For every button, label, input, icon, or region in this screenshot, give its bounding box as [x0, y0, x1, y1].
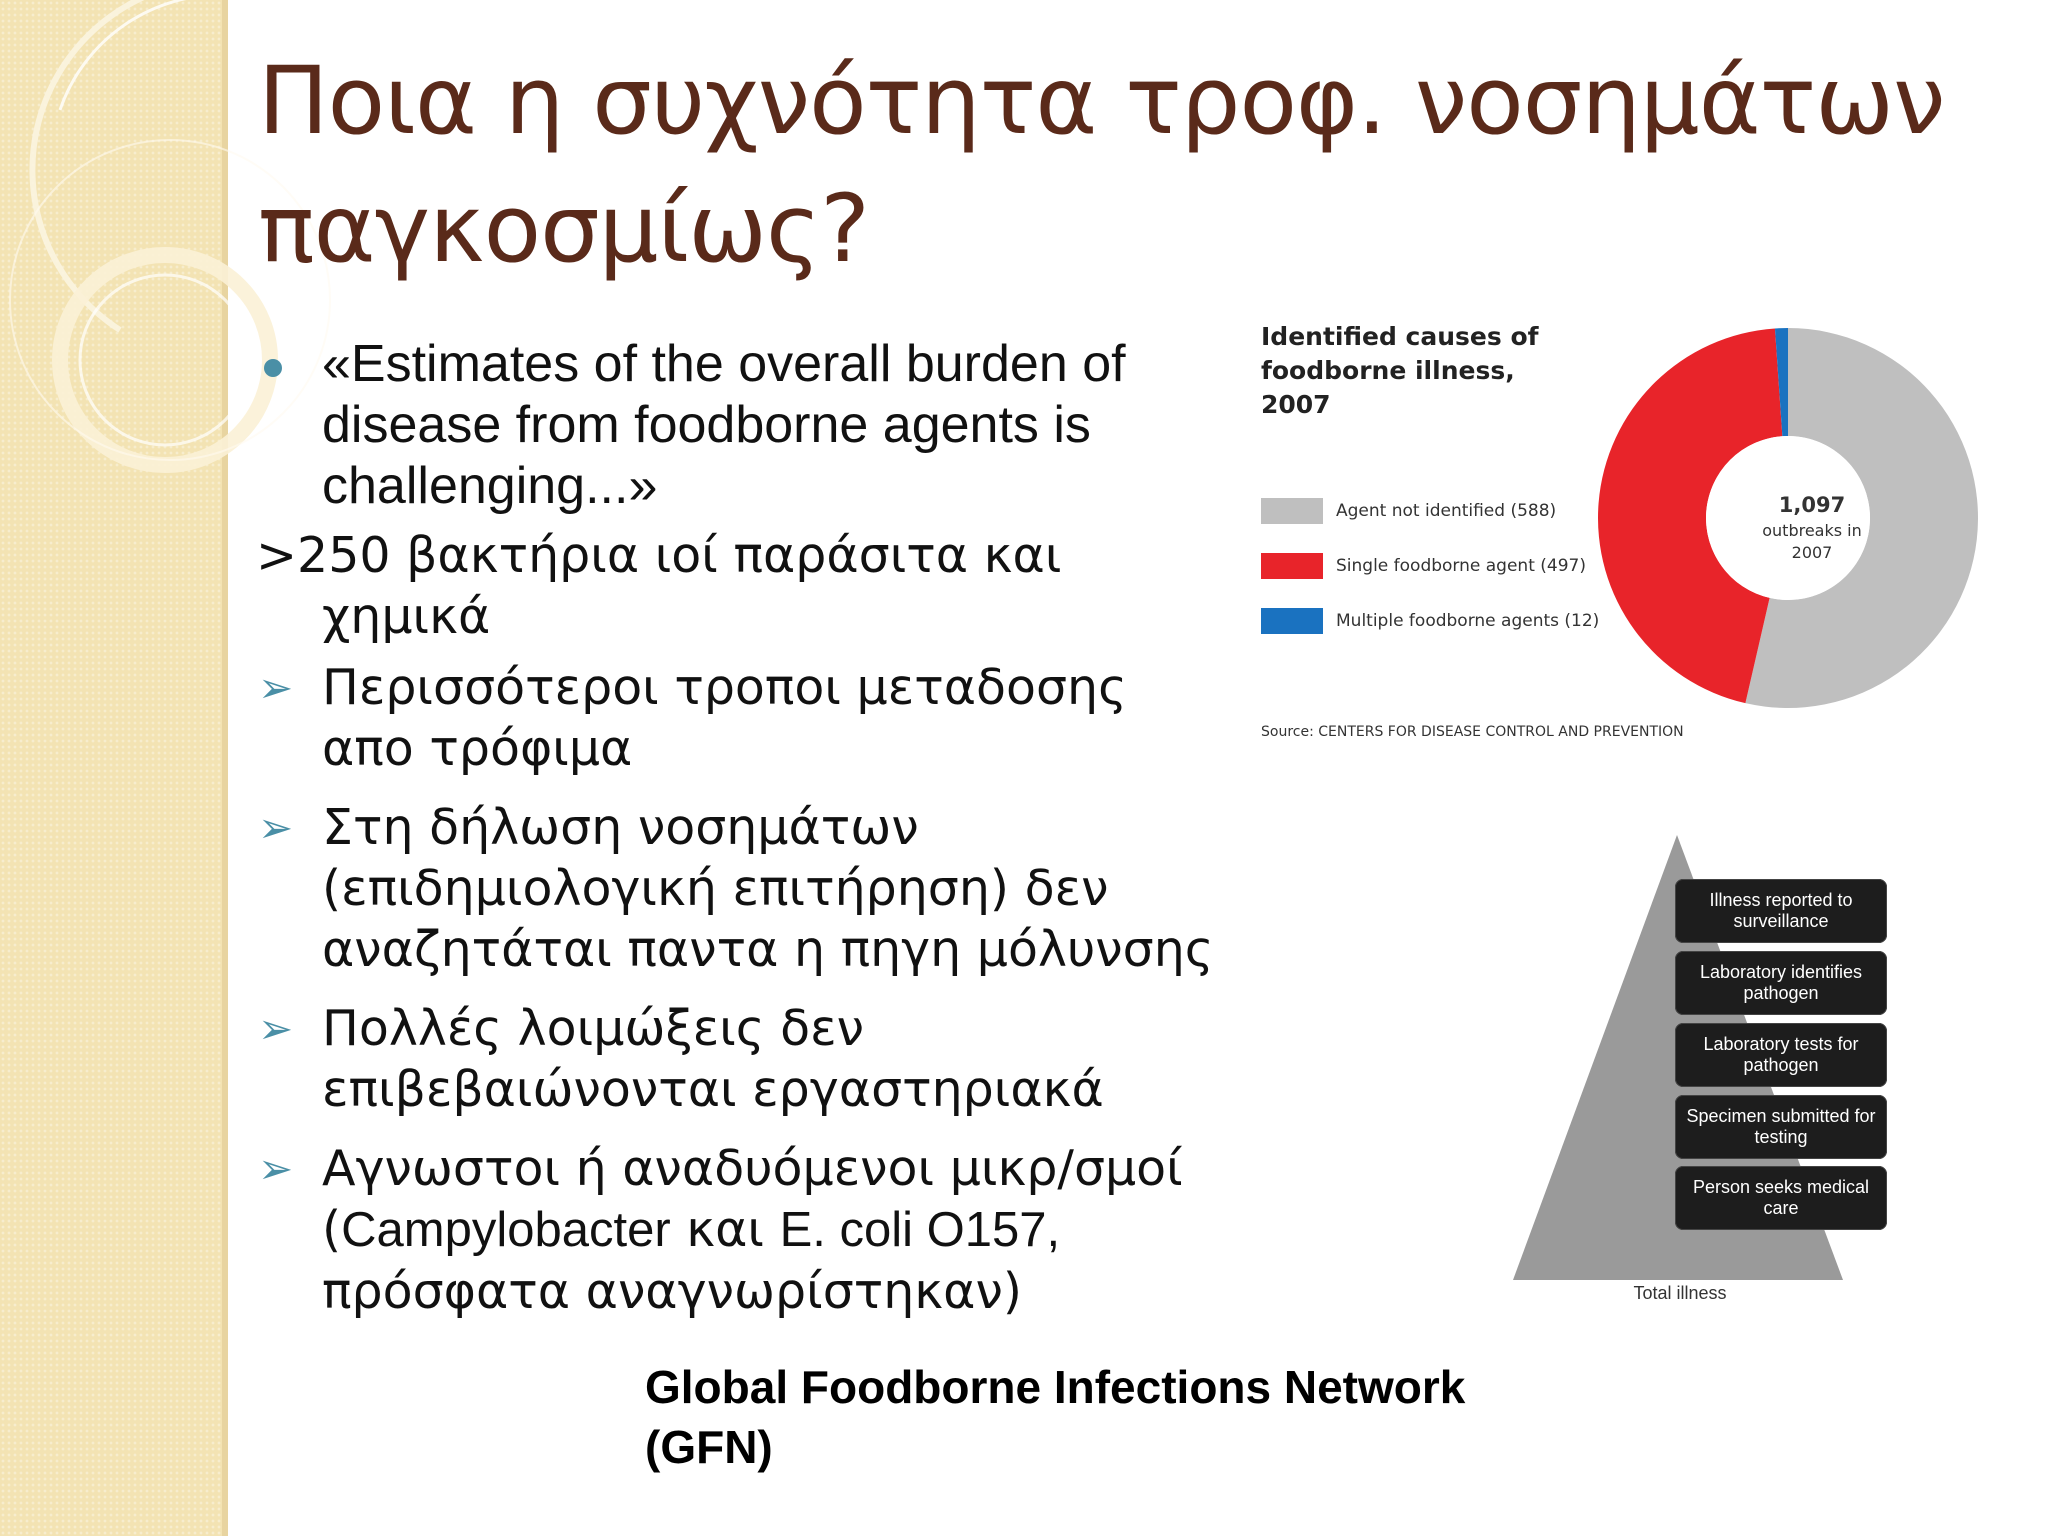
legend-label: Agent not identified (588): [1336, 501, 1557, 521]
arrow-bullet-icon: ➢: [258, 663, 294, 712]
bullet-3-line-2: επιβεβαιώνονται εργαστηριακά: [322, 1061, 1104, 1118]
donut-chart: [1588, 318, 1988, 718]
list-item: [256, 1138, 1216, 1322]
list-item: [256, 998, 1216, 1120]
outbreak-causes-chart: [1248, 300, 1988, 760]
bullet-2-line-1: Στη δήλωση νοσημάτων: [322, 799, 919, 856]
gfn-caption: [645, 1357, 1645, 1477]
list-item: [256, 657, 1216, 779]
bullet-4-campylobacter: Campylobacter: [341, 1203, 671, 1257]
bullet-1-line-1: Περισσότεροι τροποι μεταδοσης: [322, 659, 1127, 716]
legend-swatch-grey: [1261, 498, 1323, 524]
slide-body: [256, 334, 1216, 1332]
bullet-4-ecoli: E. coli O157,: [779, 1203, 1061, 1257]
gfn-line-2: (GFN): [645, 1421, 773, 1473]
pyramid-step-specimen: Specimen submitted for testing: [1675, 1095, 1887, 1159]
gfn-line-1: Global Foodborne Infections Network: [645, 1361, 1466, 1413]
bullet-2-line-2: (επιδημιολογική επιτήρηση) δεν: [322, 860, 1109, 917]
bullet-2-line-3: αναζητάται παντα η πηγη μόλυνσης: [322, 921, 1214, 978]
donut-hole: [1706, 436, 1870, 600]
arrow-bullet-icon: ➢: [258, 1004, 294, 1053]
round-bullet-icon: [264, 359, 282, 377]
agents-paragraph: [256, 525, 1216, 647]
list-item: [256, 797, 1216, 980]
chart-title: Identified causes of foodborne illness, 2007: [1261, 322, 1539, 419]
legend-label: Multiple foodborne agents (12): [1336, 611, 1600, 631]
bullet-4-line-1: Αγνωστοι ή αναδυόμενοι μικρ/σμοί: [322, 1140, 1183, 1197]
bullet-3-line-1: Πολλές λοιμώξεις δεν: [322, 1000, 864, 1057]
pyramid-step-reported: Illness reported to surveillance: [1675, 879, 1887, 943]
donut-center-value: 1,097: [1778, 493, 1846, 517]
legend-swatch-blue: [1261, 608, 1323, 634]
title-line-1: Ποια η συχνότητα τροφ. νοσημάτων: [258, 47, 1945, 156]
bullet-1-line-2: απο τρόφιμα: [322, 720, 633, 777]
arrow-bullet-icon: ➢: [258, 1144, 294, 1193]
quote-line-1: «Estimates of the overall burden of: [322, 335, 1126, 393]
pyramid-base-label: Total illness: [1633, 1283, 1727, 1303]
pyramid-step-lab-identifies: Laboratory identifies pathogen: [1675, 951, 1887, 1015]
legend-label: Single foodborne agent (497): [1336, 556, 1586, 576]
legend-swatch-red: [1261, 553, 1323, 579]
bullet-4-paren: (: [322, 1201, 342, 1258]
agents-line-2: χημικά: [322, 588, 491, 645]
bullet-4-kai: και: [670, 1201, 780, 1258]
donut-center-label: outbreaks in 2007: [1762, 521, 1862, 562]
agents-line-1: >250 βακτήρια ιοί παράσιτα και: [256, 527, 1062, 584]
pyramid-step-medical-care: Person seeks medical care: [1675, 1166, 1887, 1230]
slide-title: [258, 38, 2018, 294]
title-line-2: παγκοσμίως?: [258, 175, 870, 284]
bullet-4-line-3: πρόσφατα αναγνωρίστηκαν): [322, 1263, 1022, 1320]
chart-source: Source: CENTERS FOR DISEASE CONTROL AND PREVENTION: [1261, 724, 1684, 740]
arrow-bullet-icon: ➢: [258, 803, 294, 852]
quote-line-2: disease from foodborne agents is: [322, 396, 1091, 454]
quote-bullet: [256, 334, 1216, 517]
pyramid-step-lab-tests: Laboratory tests for pathogen: [1675, 1023, 1887, 1087]
quote-line-3: challenging...»: [322, 457, 658, 515]
